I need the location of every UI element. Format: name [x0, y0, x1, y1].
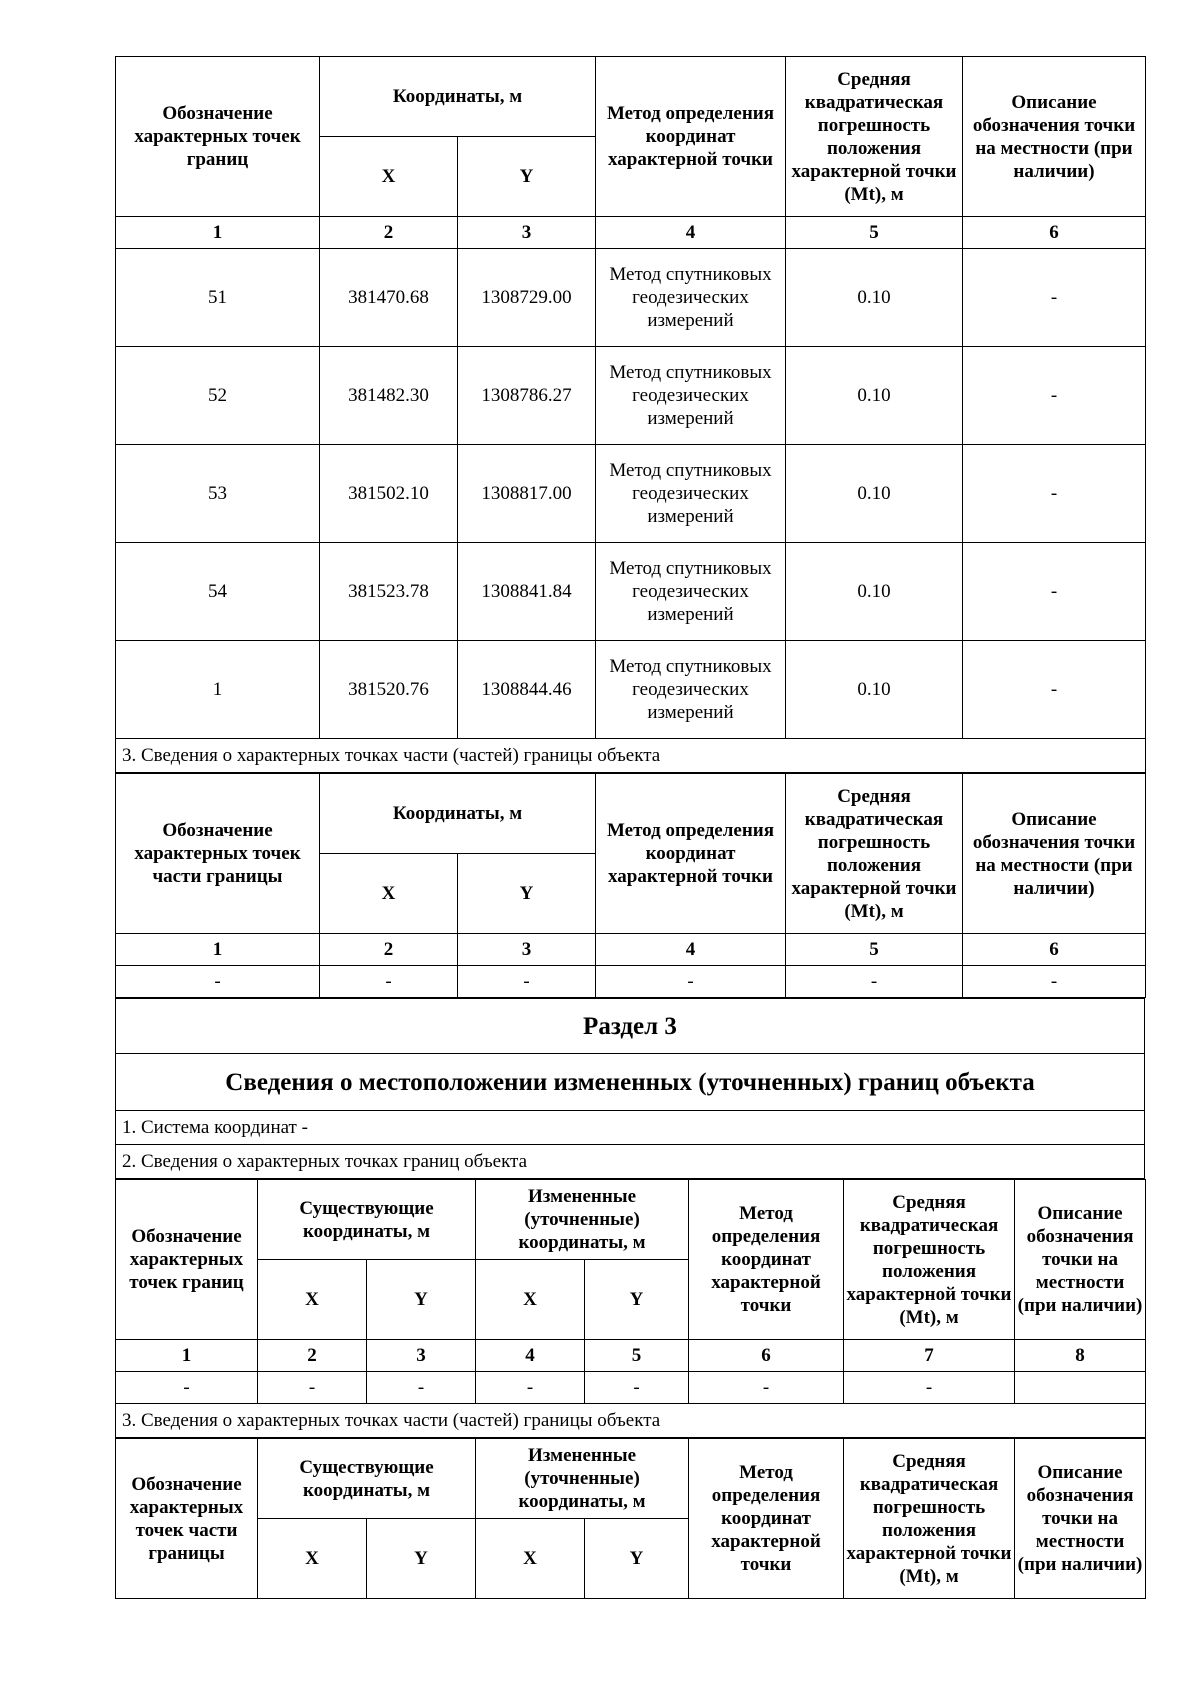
header-x: X [476, 1519, 585, 1599]
col-number: 3 [458, 934, 596, 966]
header-method: Метод определения координат характерной точки [596, 57, 786, 217]
header-y: Y [585, 1260, 689, 1340]
cell-description: - [963, 347, 1146, 445]
cell-point: 53 [116, 445, 320, 543]
dash-cell: - [116, 966, 320, 998]
cell-error: 0.10 [786, 249, 963, 347]
header-error: Средняя квадратическая погрешность положения характерной точки (Mt), м [786, 774, 963, 934]
col-number: 4 [476, 1340, 585, 1372]
cell-description: - [963, 445, 1146, 543]
cell-point: 54 [116, 543, 320, 641]
col-number: 2 [320, 934, 458, 966]
cell-x: 381520.76 [320, 641, 458, 739]
cell-y: 1308844.46 [458, 641, 596, 739]
cell-x: 381482.30 [320, 347, 458, 445]
header-point: Обозначение характерных точек части границы [116, 1439, 258, 1599]
dash-cell: - [786, 966, 963, 998]
cell-error: 0.10 [786, 543, 963, 641]
cell-y: 1308786.27 [458, 347, 596, 445]
col-number: 4 [596, 934, 786, 966]
dash-cell: - [116, 1372, 258, 1404]
cell-method: Метод спутниковых геодезических измерений [596, 641, 786, 739]
header-point: Обозначение характерных точек части границы [116, 774, 320, 934]
table-row [116, 445, 1146, 543]
cell-x: 381502.10 [320, 445, 458, 543]
col-number: 6 [689, 1340, 844, 1372]
cell-point: 1 [116, 641, 320, 739]
header-description: Описание обозначения точки на местности (при наличии) [963, 57, 1146, 217]
table-row [116, 347, 1146, 445]
caption-part-points: 3. Сведения о характерных точках части (частей) границы объекта [116, 739, 1146, 773]
header-x: X [258, 1519, 367, 1599]
document-page [115, 56, 1145, 1599]
table-row [116, 543, 1146, 641]
dash-cell [1015, 1372, 1146, 1404]
section-subtitle: Сведения о местоположении измененных (уточненных) границ объекта [116, 1054, 1145, 1111]
table-row [116, 641, 1146, 739]
header-error: Средняя квадратическая погрешность положения характерной точки (Mt), м [844, 1439, 1015, 1599]
header-method: Метод определения координат характерной точки [689, 1439, 844, 1599]
coord-system-line: 1. Система координат - [116, 1111, 1145, 1145]
dash-cell: - [458, 966, 596, 998]
boundary-points-table [115, 56, 1146, 773]
cell-method: Метод спутниковых геодезических измерений [596, 347, 786, 445]
header-description: Описание обозначения точки на местности (при наличии) [1015, 1439, 1146, 1599]
dash-cell: - [596, 966, 786, 998]
changed-part-points-table [115, 1438, 1146, 1599]
cell-x: 381523.78 [320, 543, 458, 641]
col-number: 5 [786, 934, 963, 966]
header-error: Средняя квадратическая погрешность положения характерной точки (Mt), м [786, 57, 963, 217]
col-number: 7 [844, 1340, 1015, 1372]
header-method: Метод определения координат характерной точки [689, 1180, 844, 1340]
dash-cell: - [963, 966, 1146, 998]
cell-method: Метод спутниковых геодезических измерений [596, 543, 786, 641]
col-number: 6 [963, 217, 1146, 249]
header-x: X [258, 1260, 367, 1340]
col-number: 3 [458, 217, 596, 249]
col-number: 1 [116, 934, 320, 966]
header-x: X [320, 854, 458, 934]
col-number: 1 [116, 1340, 258, 1372]
header-y: Y [585, 1519, 689, 1599]
header-y: Y [367, 1519, 476, 1599]
header-coords: Координаты, м [320, 57, 596, 137]
table-row [116, 249, 1146, 347]
part-boundary-points-table [115, 773, 1146, 998]
caption-points: 2. Сведения о характерных точках границ объекта [116, 1145, 1145, 1179]
cell-point: 52 [116, 347, 320, 445]
header-y: Y [367, 1260, 476, 1340]
col-number: 5 [786, 217, 963, 249]
dash-cell: - [844, 1372, 1015, 1404]
cell-method: Метод спутниковых геодезических измерений [596, 249, 786, 347]
col-number: 4 [596, 217, 786, 249]
dash-cell: - [320, 966, 458, 998]
cell-x: 381470.68 [320, 249, 458, 347]
header-existing: Существующие координаты, м [258, 1439, 476, 1519]
cell-description: - [963, 249, 1146, 347]
header-y: Y [458, 137, 596, 217]
header-error: Средняя квадратическая погрешность положения характерной точки (Mt), м [844, 1180, 1015, 1340]
dash-cell: - [585, 1372, 689, 1404]
table-row [116, 966, 1146, 998]
cell-error: 0.10 [786, 347, 963, 445]
cell-error: 0.10 [786, 641, 963, 739]
caption-part-points-2: 3. Сведения о характерных точках части (частей) границы объекта [116, 1404, 1146, 1438]
cell-y: 1308817.00 [458, 445, 596, 543]
col-number: 2 [320, 217, 458, 249]
header-point: Обозначение характерных точек границ [116, 57, 320, 217]
cell-description: - [963, 543, 1146, 641]
cell-description: - [963, 641, 1146, 739]
cell-method: Метод спутниковых геодезических измерений [596, 445, 786, 543]
section-3-block [115, 998, 1145, 1179]
col-number: 3 [367, 1340, 476, 1372]
cell-y: 1308729.00 [458, 249, 596, 347]
col-number: 2 [258, 1340, 367, 1372]
header-method: Метод определения координат характерной точки [596, 774, 786, 934]
col-number: 8 [1015, 1340, 1146, 1372]
header-x: X [476, 1260, 585, 1340]
section-title: Раздел 3 [116, 999, 1145, 1054]
header-description: Описание обозначения точки на местности (при наличии) [1015, 1180, 1146, 1340]
col-number: 1 [116, 217, 320, 249]
cell-error: 0.10 [786, 445, 963, 543]
header-existing: Существующие координаты, м [258, 1180, 476, 1260]
cell-point: 51 [116, 249, 320, 347]
dash-cell: - [476, 1372, 585, 1404]
header-changed: Измененные (уточненные) координаты, м [476, 1180, 689, 1260]
dash-cell: - [689, 1372, 844, 1404]
header-coords: Координаты, м [320, 774, 596, 854]
table-row [116, 1372, 1146, 1404]
header-point: Обозначение характерных точек границ [116, 1180, 258, 1340]
cell-y: 1308841.84 [458, 543, 596, 641]
header-x: X [320, 137, 458, 217]
dash-cell: - [367, 1372, 476, 1404]
dash-cell: - [258, 1372, 367, 1404]
col-number: 5 [585, 1340, 689, 1372]
col-number: 6 [963, 934, 1146, 966]
changed-points-table [115, 1179, 1146, 1438]
header-y: Y [458, 854, 596, 934]
header-changed: Измененные (уточненные) координаты, м [476, 1439, 689, 1519]
header-description: Описание обозначения точки на местности (при наличии) [963, 774, 1146, 934]
